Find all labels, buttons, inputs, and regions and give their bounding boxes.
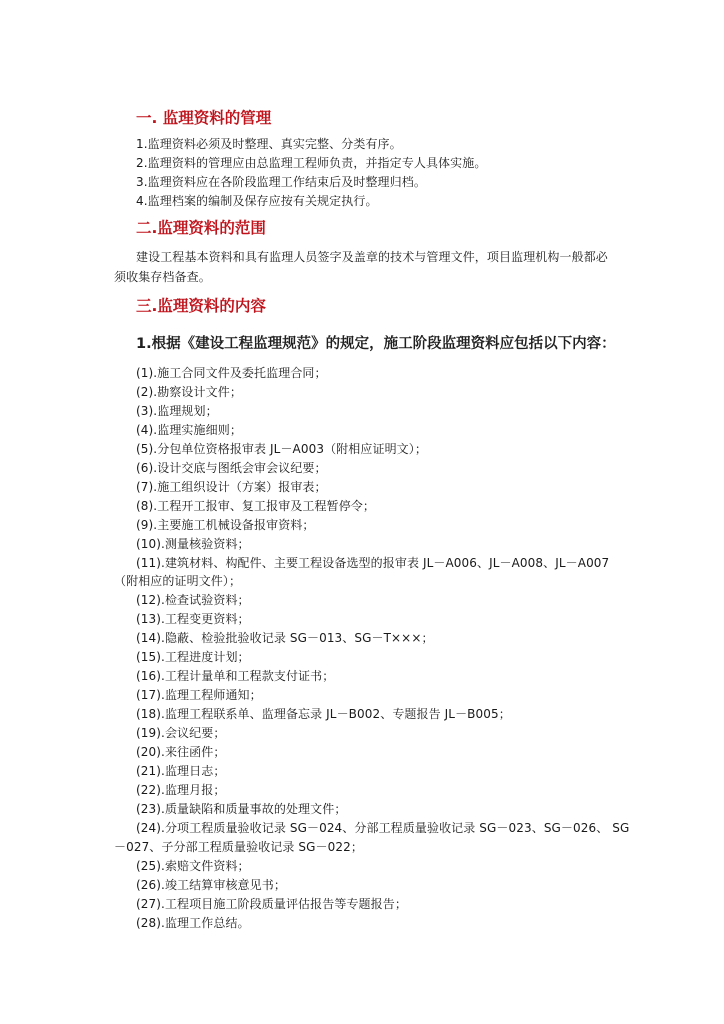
content-list-item: －027、子分部工程质量验收记录 SG－022； — [114, 839, 363, 854]
section1-item: 2.监理资料的管理应由总监理工程师负责，并指定专人具体实施。 — [136, 156, 487, 170]
content-list-item: (2).勘察设计文件； — [136, 384, 242, 399]
content-list-item: (9).主要施工机械设备报审资料； — [136, 517, 315, 532]
content-list-item: (28).监理工作总结。 — [136, 915, 250, 930]
content-list-item: (26).竣工结算审核意见书； — [136, 877, 286, 892]
content-list-item: (20).来往函件； — [136, 745, 226, 759]
content-list-item: (21).监理日志； — [136, 763, 226, 778]
content-list-item: (22).监理月报； — [136, 782, 226, 797]
content-list-item: (15).工程进度计划； — [136, 650, 250, 665]
content-list-item: (16).工程计量单和工程款支付证书； — [136, 669, 335, 684]
content-list-item: （附相应的证明文件）； — [114, 574, 242, 589]
section3-subtitle: 1.根据《建设工程监理规范》的规定，施工阶段监理资料应包括以下内容： — [136, 336, 616, 352]
section2-paragraph-line: 建设工程基本资料和具有监理人员签字及盖章的技术与管理文件，项目监理机构一般都必 — [136, 250, 608, 264]
content-list-item: (24).分项工程质量验收记录 SG－024、分部工程质量验收记录 SG－023、SG－026、 SG — [136, 820, 630, 835]
content-list-item: (25).索赔文件资料； — [136, 858, 250, 873]
content-list-item: (12).检查试验资料； — [136, 593, 250, 608]
section3-title: 三.监理资料的内容 — [136, 297, 266, 315]
content-list-item: (19).会议纪要； — [136, 726, 226, 741]
content-list-item: (7).施工组织设计（方案）报审表； — [136, 479, 327, 494]
content-list-item: (10).测量核验资料； — [136, 536, 250, 551]
content-list-item: (5).分包单位资格报审表 JL－A003（附相应证明文）； — [136, 441, 427, 456]
content-list-item: (14).隐蔽、检验批验收记录 SG－013、SG－T×××； — [136, 631, 434, 646]
content-list-item: (11).建筑材料、构配件、主要工程设备选型的报审表 JL－A006、JL－A008、JL－A007 — [136, 555, 610, 570]
section1-item: 3.监理资料应在各阶段监理工作结束后及时整理归档。 — [136, 175, 426, 189]
content-list-item: (6).设计交底与图纸会审会议纪要； — [136, 460, 327, 475]
content-list-item: (1).施工合同文件及委托监理合同； — [136, 366, 327, 380]
section1-item: 4.监理档案的编制及保存应按有关规定执行。 — [136, 194, 378, 208]
content-list-item: (8).工程开工报审、复工报审及工程暂停令； — [136, 498, 376, 513]
content-list-item: (13).工程变更资料； — [136, 612, 250, 627]
content-list-item: (3).监理规划； — [136, 403, 218, 418]
section1-title: 一. 监理资料的管理 — [136, 109, 272, 127]
content-list-item: (23).质量缺陷和质量事故的处理文件； — [136, 801, 347, 816]
section2-paragraph-line: 须收集存档备查。 — [114, 270, 211, 284]
content-list-item: (18).监理工程联系单、监理备忘录 JL－B002、专题报告 JL－B005； — [136, 707, 511, 722]
content-list-item: (4).监理实施细则； — [136, 422, 242, 437]
content-list-item: (27).工程项目施工阶段质量评估报告等专题报告； — [136, 896, 407, 911]
section1-item: 1.监理资料必须及时整理、真实完整、分类有序。 — [136, 137, 402, 151]
content-list-item: (17).监理工程师通知； — [136, 688, 262, 703]
section2-title: 二.监理资料的范围 — [136, 219, 266, 237]
